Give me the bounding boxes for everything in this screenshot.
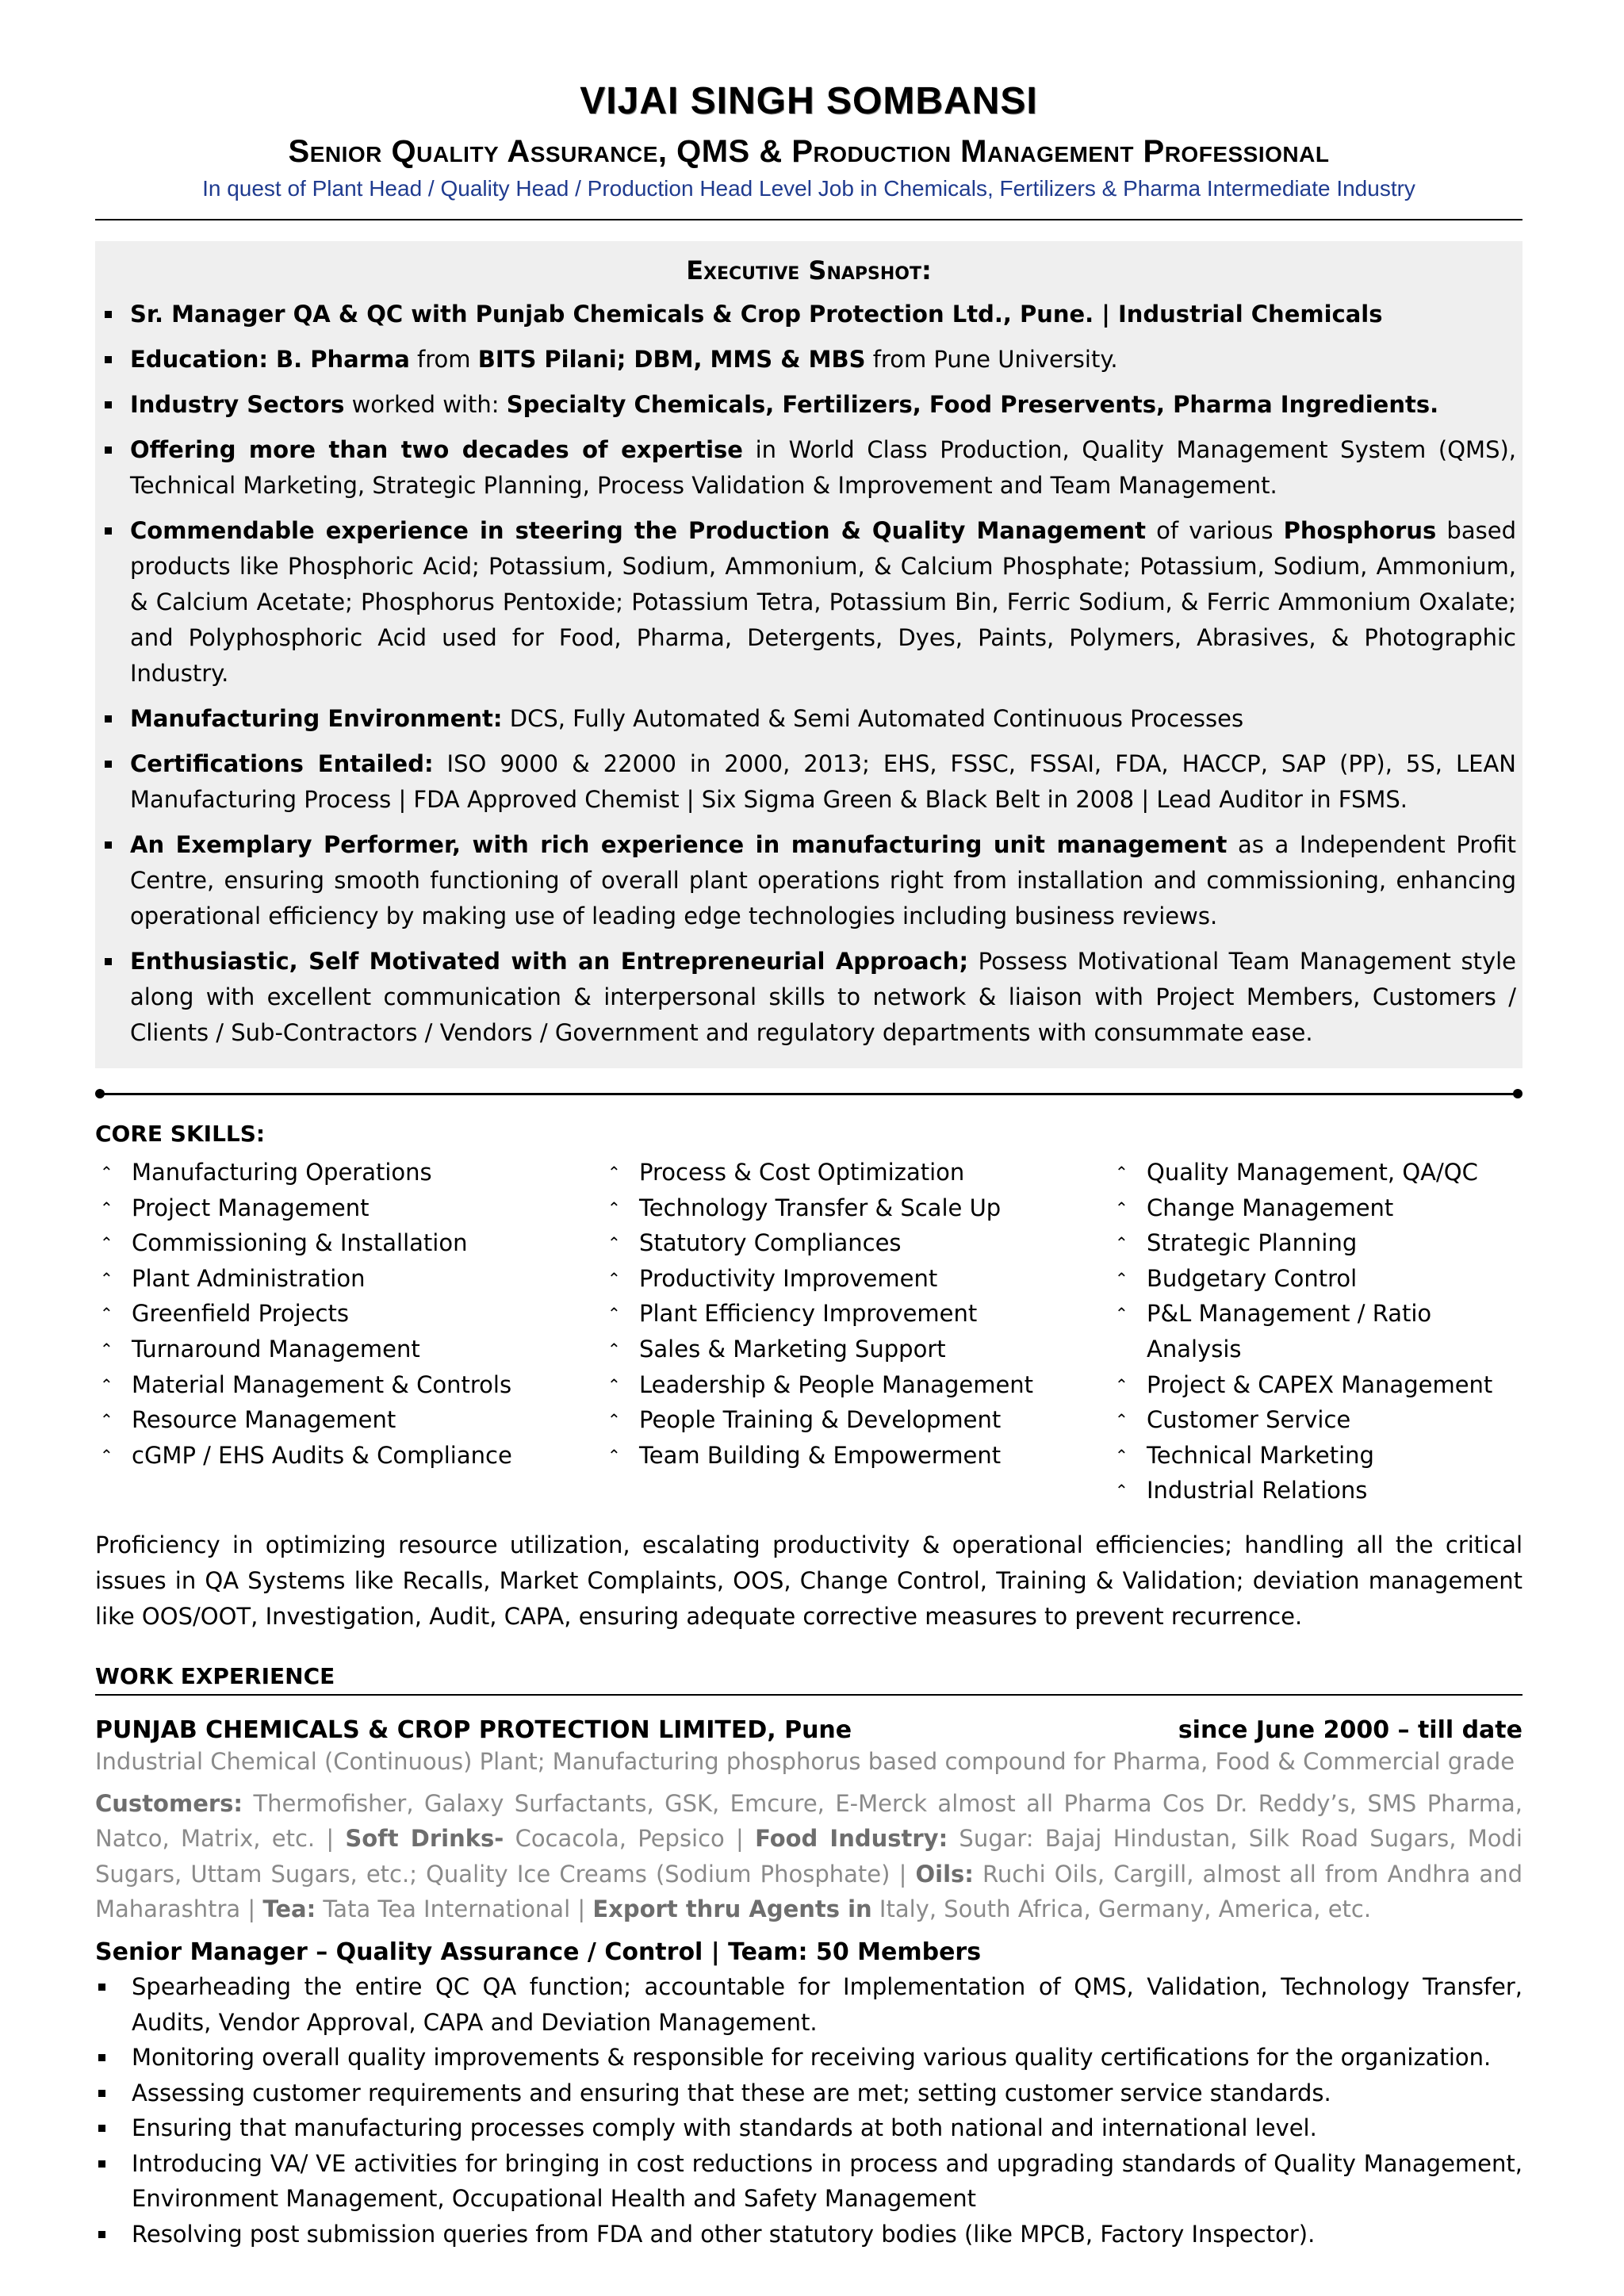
work-experience-heading: WORK EXPERIENCE <box>95 1663 1522 1696</box>
company-row <box>95 1716 1522 1744</box>
skill-item: ⌃ Leadership & People Management <box>603 1367 1110 1403</box>
chevron-up-icon: ⌃ <box>607 1268 621 1288</box>
chevron-up-icon: ⌃ <box>1115 1481 1128 1501</box>
snapshot-item: Enthusiastic, Self Motivated with an Entrepreneurial Approach; Possess Motivational Team Management style along with excellent communication & interpersonal skills to network & liaison with Project Members, Customers / Clients / Sub-Contractors / Vendors / Government and regulatory departments with consummate ease. <box>102 944 1516 1051</box>
chevron-up-icon: ⌃ <box>607 1304 621 1324</box>
skill-item: ⌃ Quality Management, QA/QC <box>1110 1155 1522 1190</box>
chevron-up-icon: ⌃ <box>100 1198 113 1217</box>
employment-period: since June 2000 – till date <box>1178 1715 1522 1744</box>
skills-summary: Proficiency in optimizing resource utilization, escalating productivity & operational efficiencies; handling all the critical issues in QA Systems like Recalls, Market Complaints, OOS, Change Control, Training & Validation; deviation management like OOS/OOT, Investigation, Audit, CAPA, ensuring adequate corrective measures to prevent recurrence. <box>95 1531 1522 1630</box>
snapshot-heading: Executive Snapshot: <box>686 255 932 286</box>
skill-item: ⌃ Sales & Marketing Support <box>603 1332 1110 1367</box>
skill-item: ⌃ Process & Cost Optimization <box>603 1155 1110 1190</box>
chevron-up-icon: ⌃ <box>607 1339 621 1359</box>
snapshot-item: An Exemplary Performer, with rich experience in manufacturing unit management as a Independent Profit Centre, ensuring smooth functioning of overall plant operations right from installation and commissioning, enhancing operational efficiency by making use of leading edge technologies including business reviews. <box>102 827 1516 934</box>
skill-item: ⌃ Material Management & Controls <box>95 1367 603 1403</box>
career-objective: In quest of Plant Head / Quality Head / Production Head Level Job in Chemicals, Fertilizers & Pharma Intermediate Industry <box>202 176 1415 201</box>
plant-description: Industrial Chemical (Continuous) Plant; Manufacturing phosphorus based compound for Pharma, Food & Commercial grade <box>95 1747 1515 1775</box>
skills-column-1 <box>95 1155 603 1508</box>
chevron-up-icon: ⌃ <box>607 1374 621 1394</box>
skill-item: ⌃ Technical Marketing <box>1110 1438 1522 1474</box>
chevron-up-icon: ⌃ <box>1115 1198 1128 1217</box>
chevron-up-icon: ⌃ <box>100 1268 113 1288</box>
skill-item: ⌃ Statutory Compliances <box>603 1225 1110 1261</box>
skill-item: ⌃ Industrial Relations <box>1110 1473 1522 1508</box>
candidate-name: VIJAI SINGH SOMBANSI <box>580 80 1038 122</box>
skill-item: ⌃ Productivity Improvement <box>603 1261 1110 1297</box>
snapshot-item: Education: B. Pharma from BITS Pilani; DBM, MMS & MBS from Pune University. <box>102 342 1516 378</box>
duty-item: Spearheading the entire QC QA function; accountable for Implementation of QMS, Validation, Technology Transfer, Audits, Vendor Approval, CAPA and Deviation Management. <box>95 1969 1522 2040</box>
chevron-up-icon: ⌃ <box>607 1445 621 1465</box>
core-skills-grid <box>95 1155 1522 1508</box>
skill-item: ⌃ Manufacturing Operations <box>95 1155 603 1190</box>
chevron-up-icon: ⌃ <box>1115 1410 1128 1430</box>
skills-column-2 <box>603 1155 1110 1508</box>
executive-snapshot <box>95 241 1522 1068</box>
chevron-up-icon: ⌃ <box>100 1339 113 1359</box>
candidate-title: Senior Quality Assurance, QMS & Production Management Professional <box>288 134 1330 169</box>
chevron-up-icon: ⌃ <box>607 1163 621 1182</box>
chevron-up-icon: ⌃ <box>100 1445 113 1465</box>
skill-item: ⌃ People Training & Development <box>603 1402 1110 1438</box>
chevron-up-icon: ⌃ <box>100 1374 113 1394</box>
skills-column-3 <box>1110 1155 1522 1508</box>
chevron-up-icon: ⌃ <box>1115 1445 1128 1465</box>
duties-list <box>95 1969 1522 2252</box>
company-name: PUNJAB CHEMICALS & CROP PROTECTION LIMITED, Pune <box>95 1715 852 1744</box>
skill-item: ⌃ Project & CAPEX Management <box>1110 1367 1522 1403</box>
duty-item: Ensuring that manufacturing processes comply with standards at both national and international level. <box>95 2110 1522 2146</box>
job-role: Senior Manager – Quality Assurance / Control | Team: 50 Members <box>95 1938 982 1966</box>
snapshot-item: Manufacturing Environment: DCS, Fully Automated & Semi Automated Continuous Processes <box>102 701 1516 737</box>
chevron-up-icon: ⌃ <box>607 1233 621 1253</box>
skill-item: ⌃ Technology Transfer & Scale Up <box>603 1190 1110 1226</box>
skill-item: ⌃ Resource Management <box>95 1402 603 1438</box>
header-rule <box>95 219 1522 220</box>
chevron-up-icon: ⌃ <box>1115 1374 1128 1394</box>
skill-item: ⌃ Turnaround Management <box>95 1332 603 1367</box>
section-divider <box>95 1089 1522 1098</box>
snapshot-item: Commendable experience in steering the Production & Quality Management of various Phosphorus based products like Phosphoric Acid; Potassium, Sodium, Ammonium, & Calcium Phosphate; Potassium, Sodium, Ammonium, & Calcium Acetate; Phosphorus Pentoxide; Potassium Tetra, Potassium Bin, Ferric Sodium, & Ferric Ammonium Oxalate; and Polyphosphoric Acid used for Food, Pharma, Detergents, Dyes, Paints, Polymers, Abrasives, & Photographic Industry. <box>102 513 1516 692</box>
snapshot-item: Certifications Entailed: ISO 9000 & 22000 in 2000, 2013; EHS, FSSC, FSSAI, FDA, HACCP, SAP (PP), 5S, LEAN Manufacturing Process | FDA Approved Chemist | Six Sigma Green & Black Belt in 2008 | Lead Auditor in FSMS. <box>102 746 1516 818</box>
skill-item: ⌃ Project Management <box>95 1190 603 1226</box>
snapshot-item: Offering more than two decades of expertise in World Class Production, Quality Management System (QMS), Technical Marketing, Strategic Planning, Process Validation & Improvement and Team Management. <box>102 432 1516 504</box>
duty-item: Monitoring overall quality improvements & responsible for receiving various quality certifications for the organization. <box>95 2040 1522 2076</box>
chevron-up-icon: ⌃ <box>100 1163 113 1182</box>
skill-item: ⌃ P&L Management / Ratio Analysis <box>1110 1296 1522 1366</box>
chevron-up-icon: ⌃ <box>100 1410 113 1430</box>
chevron-up-icon: ⌃ <box>100 1233 113 1253</box>
snapshot-item: Sr. Manager QA & QC with Punjab Chemicals & Crop Protection Ltd., Pune. | Industrial Chemicals <box>102 297 1516 332</box>
skill-item: ⌃ cGMP / EHS Audits & Compliance <box>95 1438 603 1474</box>
skill-item: ⌃ Team Building & Empowerment <box>603 1438 1110 1474</box>
skill-item: ⌃ Plant Efficiency Improvement <box>603 1296 1110 1332</box>
chevron-up-icon: ⌃ <box>1115 1163 1128 1182</box>
duty-item: Introducing VA/ VE activities for bringing in cost reductions in process and upgrading standards of Quality Management, Environment Management, Occupational Health and Safety Management <box>95 2146 1522 2217</box>
skill-item: ⌃ Greenfield Projects <box>95 1296 603 1332</box>
customers-list: Customers: Thermofisher, Galaxy Surfactants, GSK, Emcure, E-Merck almost all Pharma Cos Dr. Reddy’s, SMS Pharma, Natco, Matrix, etc. | Soft Drinks- Cocacola, Pepsico | Food Industry: Sugar: Bajaj Hindustan, Silk Road Sugars, Modi Sugars, Uttam Sugars, etc.; Quality Ice Creams (Sodium Phosphate) | Oils: Ruchi Oils, Cargill, almost all from Andhra and Maharashtra | Tea: Tata Tea International | Export thru Agents in Italy, South Africa, Germany, America, etc. <box>95 1789 1522 1923</box>
skill-item: ⌃ Strategic Planning <box>1110 1225 1522 1261</box>
chevron-up-icon: ⌃ <box>1115 1268 1128 1288</box>
core-skills-heading: CORE SKILLS: <box>95 1121 266 1147</box>
skill-item: ⌃ Plant Administration <box>95 1261 603 1297</box>
chevron-up-icon: ⌃ <box>607 1410 621 1430</box>
skill-item: ⌃ Budgetary Control <box>1110 1261 1522 1297</box>
skill-item: ⌃ Customer Service <box>1110 1402 1522 1438</box>
resume-page <box>95 0 1522 2252</box>
skill-item: ⌃ Change Management <box>1110 1190 1522 1226</box>
chevron-up-icon: ⌃ <box>1115 1233 1128 1253</box>
duty-item: Resolving post submission queries from FDA and other statutory bodies (like MPCB, Factory Inspector). <box>95 2217 1522 2252</box>
snapshot-item: Industry Sectors worked with: Specialty Chemicals, Fertilizers, Food Preservents, Pharma Ingredients. <box>102 387 1516 423</box>
skill-item: ⌃ Commissioning & Installation <box>95 1225 603 1261</box>
snapshot-list <box>102 297 1516 1051</box>
chevron-up-icon: ⌃ <box>100 1304 113 1324</box>
chevron-up-icon: ⌃ <box>1115 1304 1128 1324</box>
chevron-up-icon: ⌃ <box>607 1198 621 1217</box>
duty-item: Assessing customer requirements and ensuring that these are met; setting customer service standards. <box>95 2076 1522 2111</box>
